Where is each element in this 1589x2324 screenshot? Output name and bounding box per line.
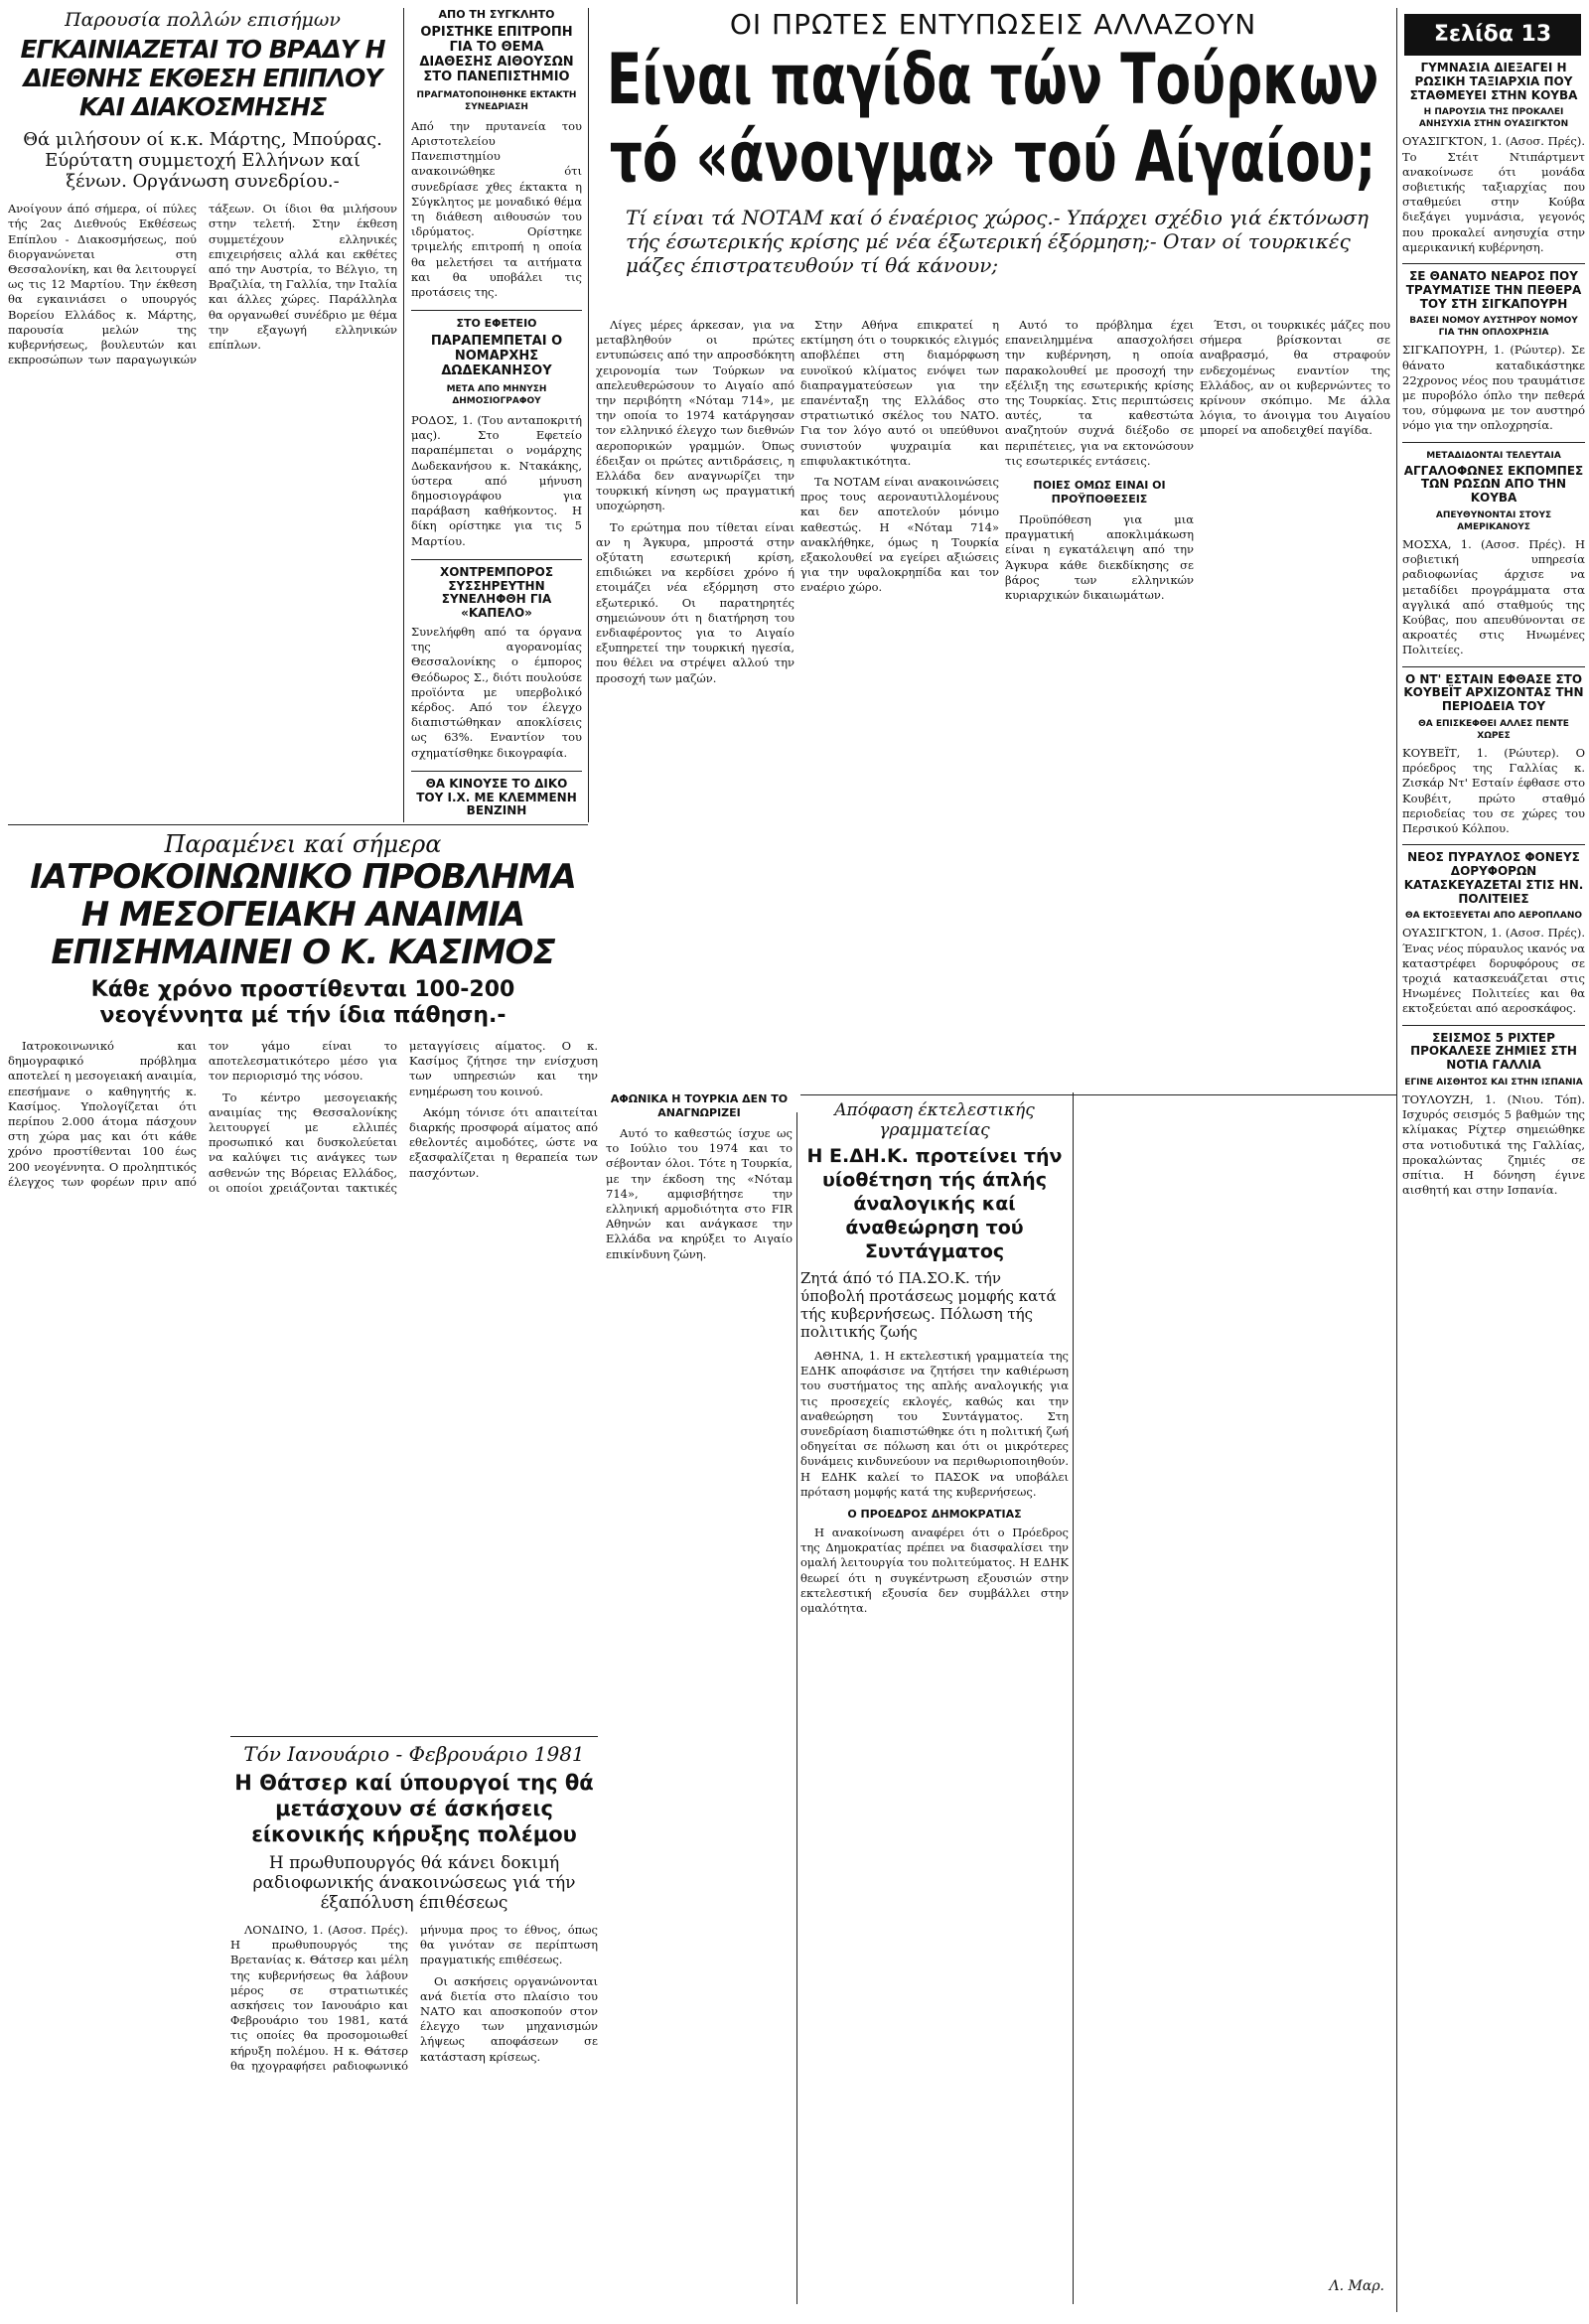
article-body: ΣΙΓΚΑΠΟΥΡΗ, 1. (Ρώυτερ). Σε θάνατο καταδικάστηκε 22χρονος νέος που τραυμάτισε με πυροβόλο όπλο την πεθερά του, σύμφωνα με τον αυστηρό νόμο για την οπλοχρησία. (1402, 343, 1585, 433)
article-headline: Η Θάτσερ καί ύπουργοί της θά μετάσχουν σέ άσκήσεις είκονικής κήρυξης πολέμου (234, 1771, 594, 1846)
expo-article (8, 8, 397, 820)
main-paragraph: Το ερώτημα που τίθεται είναι αν η Άγκυρα, μπροστά στην οξύτατη εσωτερική κρίση, επιδιώκει να κερδίσει χρόνο ή ετοιμάζει νέα εξόρμηση στο εξωτερικό. Οι παρατηρητές σημειώνουν ότι η διατήρηση του ενδιαφέροντος για το Αιγαίο εξυπηρετεί την τουρκική ηγεσία, που θέλει να στρέψει αλλού την προσοχή των μαζών. (596, 519, 794, 685)
article-headline: ΣΕΙΣΜΟΣ 5 ΡΙΧΤΕΡ ΠΡΟΚΑΛΕΣΕ ΖΗΜΙΕΣ ΣΤΗ ΝΟΤΙΑ ΓΑΛΛΙΑ (1410, 1030, 1577, 1073)
article-body (230, 1923, 598, 2074)
article-subhead: ΠΡΑΓΜΑΤΟΠΟΙΗΘΗΚΕ ΕΚΤΑΚΤΗ ΣΥΝΕΔΡΙΑΣΗ (416, 89, 577, 112)
main-lead: Τί είναι τά ΝΟΤΑΜ καί ό έναέριος χώρος.- Υπάρχει σχέδιο γιά έκτόνωση τής έσωτερικής κρίσης μέ νέα έξωτερική έξόρμηση;- Οταν οί τουρκικές μάζες έπιστρατευθούν τί θά κάνουν; (626, 206, 1370, 277)
article-subhead: ΘΑ ΕΠΙΣΚΕΦΘΕΙ ΑΛΛΕΣ ΠΕΝΤΕ ΧΩΡΕΣ (1418, 719, 1569, 742)
article-kicker: ΜΕΤΑΔΙΔΟΝΤΑΙ ΤΕΛΕΥΤΑΙΑ (1426, 450, 1561, 461)
article-headline: ΠΑΡΑΠΕΜΠΕΤΑΙ Ο ΝΟΜΑΡΧΗΣ ΔΩΔΕΚΑΝΗΣΟΥ (430, 334, 563, 379)
article-body: Ανοίγουν άπό σήμερα, οί πύλες τής 2ας Διεθνούς Εκθέσεως Επίπλου - Διακοσμήσεως, πού διοργανώνεται στη Θεσσαλονίκη, και θα λειτουργεί ως τις 12 Μαρτίου. Την έκθεση θα εγκαινιάσει ο υπουργός Βορείου Ελλάδος κ. Μάρτης, παρουσία μελών της κυβερνήσεως, βουλευτών και εκπροσώπων των παραγωγικών τάξεων. Οι ίδιοι θα μιλήσουν στην τελετή. Στην έκθεση συμμετέχουν ελληνικές επιχειρήσεις αλλά και εκθέτες από την Αυστρία, το Βέλγιο, τη Βραζιλία, τη Γαλλία, την Ιταλία και άλλες χώρες. Παράλληλα θα οργανωθεί συνέδριο με θέμα την εξαγωγή ελληνικών επίπλων. (8, 202, 397, 367)
article-subhead: Η ΠΑΡΟΥΣΙΑ ΤΗΣ ΠΡΟΚΑΛΕΙ ΑΝΗΣΥΧΙΑ ΣΤΗΝ ΟΥΑΣΙΓΚΤΟΝ (1418, 107, 1569, 130)
column-rule (1396, 8, 1397, 2312)
right-rail (1402, 62, 1585, 2316)
main-subhead: ΑΦΩΝΙΚΑ Η ΤΟΥΡΚΙΑ ΔΕΝ ΤΟ ΑΝΑΓΝΩΡΙΖΕΙ (610, 1092, 789, 1119)
section-divider (230, 1736, 598, 1737)
article-body: Από την πρυτανεία του Αριστοτελείου Πανεπιστημίου ανακοινώθηκε ότι συνεδρίασε χθες έκτακτα η Σύγκλητος με μοναδικό θέμα τη διάθεση αιθουσών του ιδρύματος. Ορίστηκε τριμελής επιτροπή η οποία θα μελετήσει τα αιτήματα και θα υποβάλει τις προτάσεις της. (411, 118, 582, 299)
war-exercise-article (230, 1742, 598, 2308)
article-body: ΟΥΑΣΙΓΚΤΟΝ, 1. (Ασοσ. Πρές). Ένας νέος πύραυλος ικανός να καταστρέφει δορυφόρους σε τροχιά κατασκευάζεται στις Ηνωμένες Πολιτείες και θα εκτοξεύεται από αεροσκάφος. (1402, 926, 1585, 1016)
article-paragraph: Ακόμη τόνισε ότι απαιτείται διαρκής προσφορά αίματος από εθελοντές αιμοδότες, ώστε να εξασφαλίζεται η θεραπεία των πασχόντων. (409, 1104, 598, 1180)
article-subhead: ΕΓΙΝΕ ΑΙΣΘΗΤΟΣ ΚΑΙ ΣΤΗΝ ΙΣΠΑΝΙΑ (1404, 1078, 1583, 1089)
main-paragraph: Τα ΝΟΤΑΜ είναι ανακοινώσεις προς τους αεροναυτιλλομένους και δεν αποτελούν μόνιμο καθεστώς. Η «Νόταμ 714» ανακλήθηκε, όμως η Τουρκία εξακολουθεί να εγείρει αξιώσεις για την υφαλοκρηπίδα και τον εναέριο χώρο. (800, 475, 999, 595)
article-headline: Ο ΝΤ' ΕΣΤΑΙΝ ΕΦΘΑΣΕ ΣΤΟ ΚΟΥΒΕΪΤ ΑΡΧΙΖΟΝΤΑΣ ΤΗΝ ΠΕΡΙΟΔΕΙΑ ΤΟΥ (1403, 671, 1584, 714)
article-headline: ΟΡΙΣΤΗΚΕ ΕΠΙΤΡΟΠΗ ΓΙΑ ΤΟ ΘΕΜΑ ΔΙΑΘΕΣΗΣ ΑΙΘΟΥΣΩΝ ΣΤΟ ΠΑΝΕΠΙΣΤΗΜΙΟ (419, 25, 574, 84)
article-paragraph: Η ανακοίνωση αναφέρει ότι ο Πρόεδρος της Δημοκρατίας πρέπει να διασφαλίσει την ομαλή λειτουργία του πολιτεύματος. Η ΕΔΗΚ θεωρεί ότι η συγκέντρωση εξουσιών στην εκτελεστική εξουσία δεν συμβάλλει στην ομαλότητα. (800, 1525, 1069, 1616)
main-headline-line2: τό «άνοιγμα» τού Αίγαίου; (609, 116, 1376, 198)
article-body (8, 1039, 598, 1714)
article-headline: ΓΥΜΝΑΣΙΑ ΔΙΕΞΑΓΕΙ Η ΡΩΣΙΚΗ ΤΑΞΙΑΡΧΙΑ ΠΟΥ ΣΤΑΘΜΕΥΕΙ ΣΤΗΝ ΚΟΥΒΑ (1409, 62, 1578, 102)
article-body (800, 1349, 1069, 1616)
page-number-label: Σελίδα 13 (1433, 22, 1552, 47)
article-subhead: ΘΑ ΕΚΤΟΞΕΥΕΤΑΙ ΑΠΟ ΑΕΡΟΠΛΑΝΟ (1404, 911, 1583, 922)
main-story-column (596, 318, 794, 1092)
article-subhead: Ο ΠΡΟΕΔΡΟΣ ΔΗΜΟΚΡΑΤΙΑΣ (847, 1508, 1022, 1522)
senate-article (411, 8, 582, 820)
article-paragraph: Ιατροκοινωνικό και δημογραφικό πρόβλημα αποτελεί η μεσογειακή αναιμία, επεσήμανε ο καθηγητής κ. Κασίμος. Υπολογίζεται ότι περίπου 2.000 άτομα πάσχουν στη χώρα μας και ότι κάθε χρόνο προστίθενται 100 έως 200 νεογέννητα. Ο προληπτικός έλεγχος των φορέων πριν από τον γάμο είναι το αποτελεσματικότερο μέσο για τον περιορισμό της νόσου. (8, 1039, 397, 1189)
main-paragraph: Έτσι, οι τουρκικές μάζες που σήμερα βρίσκονται σε αναβρασμό, θα στραφούν ενδεχομένως εναντίον της Ελλάδος, αν οι κυβερνώντες το κρίνουν σκόπιμο. Με άλλα λόγια, το άνοιγμα του Αιγαίου μπορεί να αποδειχθεί παγίδα. (1200, 318, 1390, 438)
main-paragraph: Λίγες μέρες άρκεσαν, για να μεταβληθούν οι πρώτες εντυπώσεις από την απροσδόκητη χειρονομία των Τούρκων να απελευθερώσουν το Αιγαίο από την περιβόητη «Νόταμ 714», με την οποία το 1974 κατάργησαν τον ελληνικό έλεγχο των διεθνών αεροπορικών γραμμών. Όπως έδειξαν οι πρώτες αντιδράσεις, η Ελλάδα δεν αναγνωρίζει την τουρκική κίνηση ως πραγματική υποχώρηση. (596, 318, 794, 513)
medical-headline-line2: Η ΜΕΣΟΓΕΙΑΚΗ ΑΝΑΙΜΙΑ (80, 895, 525, 935)
article-kicker: Απόφαση έκτελεστικής γραμματείας (834, 1100, 1035, 1140)
article-paragraph: Το κέντρο μεσογειακής αναιμίας της Θεσσαλονίκης λειτουργεί με ελλιπές προσωπικό και δυσκολεύεται να καλύψει τις ανάγκες των ασθενών της Βόρειας Ελλάδος, οι οποίοι χρειάζονται τακτικές μεταγγίσεις αίματος. Ο κ. Κασίμος ζήτησε την ενίσχυση των υπηρεσιών και την ενημέρωση του κοινού. (209, 1039, 598, 1195)
edhk-article (800, 1100, 1069, 2302)
main-story-column (800, 318, 999, 1092)
main-headline-line1: Είναι παγίδα τών Τούρκων (606, 39, 1379, 120)
article-deck: Ζητά άπό τό ΠΑ.ΣΟ.Κ. τήν ύποβολή προτάσεως μομφής κατά τής κυβερνήσεως. Πόλωση τής πολιτικής ζωής (800, 1269, 1057, 1341)
article-subhead: ΜΕΤΑ ΑΠΟ ΜΗΝΥΣΗ ΔΗΜΟΣΙΟΓΡΑΦΟΥ (446, 384, 547, 406)
article-subhead: ΑΠΕΥΘΥΝΟΝΤΑΙ ΣΤΟΥΣ ΑΜΕΡΙΚΑΝΟΥΣ (1435, 510, 1552, 533)
article-headline: ΝΕΟΣ ΠΥΡΑΥΛΟΣ ΦΟΝΕΥΣ ΔΟΡΥΦΟΡΩΝ ΚΑΤΑΣΚΕΥΑΖΕΤΑΙ ΣΤΙΣ ΗΝ. ΠΟΛΙΤΕΙΕΣ (1403, 850, 1584, 906)
article-kicker: Τόν Ιανουάριο - Φεβρουάριο 1981 (243, 1742, 585, 1766)
article-headline: ΘΑ ΚΙΝΟΥΣΕ ΤΟ ΔΙΚΟ ΤΟΥ Ι.Χ. ΜΕ ΚΛΕΜΜΕΝΗ ΒΕΝΖΙΝΗ (416, 776, 577, 818)
article-headline: ΑΓΓΑΛΟΦΩΝΕΣ ΕΚΠΟΜΠΕΣ ΤΩΝ ΡΩΣΩΝ ΑΠΟ ΤΗΝ ΚΟΥΒΑ (1403, 463, 1584, 506)
column-rule (1073, 1092, 1074, 2304)
main-story-column (1005, 318, 1194, 1092)
main-paragraph: Αυτό το καθεστώς ίσχυε ως το Ιούλιο του 1974 και το σέβονταν όλοι. Τότε η Τουρκία, με την έκδοση της «Νόταμ 714», αμφισβήτησε την ελληνική αρμοδιότητα στο FIR Αθηνών και ανάγκασε την Ελλάδα να κηρύξει το Αιγαίο επικίνδυνη ζώνη. (606, 1126, 793, 1261)
main-paragraph: Στην Αθήνα επικρατεί η εκτίμηση ότι ο τουρκικός ελιγμός αποβλέπει στη διαμόρφωση ευνοϊκού κλίματος ενόψει των διαπραγματεύσεων για την επανένταξη της Ελλάδος στο στρατιωτικό σκέλος του ΝΑΤΟ. Για τον λόγο αυτό οι υπεύθυνοι συνιστούν ψυχραιμία και επιφυλακτικότητα. (800, 318, 999, 468)
article-paragraph: Οι ασκήσεις οργανώνονται ανά διετία στο πλαίσιο του ΝΑΤΟ και αποσκοπούν στον έλεγχο των μηχανισμών λήψεως αποφάσεων σε κατάσταση κρίσεως. (420, 1973, 598, 2064)
main-paragraph: Αυτό το πρόβλημα έχει επανειλημμένα απασχολήσει την κυβέρνηση, η οποία παρακολουθεί με προσοχή την εξέλιξη της εσωτερικής κρίσης της Τουρκίας. Στις περιπτώσεις αυτές, τα καθεστώτα αναζητούν συχνά διέξοδο σε περιπέτειες, για να εκτονώσουν τις εσωτερικές εντάσεις. (1005, 318, 1194, 468)
article-body: ΡΟΔΟΣ, 1. (Του ανταποκριτή μας). Στο Εφετείο παραπέμπεται ο νομάρχης Δωδεκανήσου κ. Ντακάκης, ύστερα από μήνυση δημοσιογράφου για παράβαση καθήκοντος. Η δίκη ορίστηκε για τις 5 Μαρτίου. (411, 413, 582, 548)
article-paragraph: ΑΘΗΝΑ, 1. Η εκτελεστική γραμματεία της ΕΔΗΚ αποφάσισε να ζητήσει την καθιέρωση του συστήματος της απλής αναλογικής για τις προσεχείς εκλογές, καθώς και την αναθεώρηση του Συντάγματος. Στη συνεδρίαση διαπιστώθηκε ότι η πολιτική ζωή οδηγείται σε πόλωση και ότι οι μικρότερες δυνάμεις κινδυνεύουν να περιθωριοποιηθούν. Η ΕΔΗΚ καλεί το ΠΑΣΟΚ να υποβάλει πρόταση μομφής κατά της κυβερνήσεως. (800, 1349, 1069, 1499)
main-kicker: ΟΙ ΠΡΩΤΕΣ ΕΝΤΥΠΩΣΕΙΣ ΑΛΛΑΖΟΥΝ (729, 8, 1257, 41)
article-body: ΚΟΥΒΕΪΤ, 1. (Ρώυτερ). Ο πρόεδρος της Γαλλίας κ. Ζισκάρ Ντ' Εσταίν έφθασε στο Κουβέιτ, πρώτο σταθμό περιοδείας του σε χώρες του Περσικού Κόλπου. (1402, 746, 1585, 836)
article-headline: ΧΟΝΤΡΕΜΠΟΡΟΣ ΣΥΣΣΗΡΕΥΤΗΝ ΣΥΝΕΛΗΦΘΗ ΓΙΑ «ΚΑΠΕΛΟ» (439, 564, 554, 621)
article-kicker: ΑΠΟ ΤΗ ΣΥΓΚΛΗΤΟ (438, 8, 555, 21)
article-deck: Θά μιλήσουν οί κ.κ. Μάρτης, Μπούρας. Εύρύτατη συμμετοχή Ελλήνων καί ξένων. Οργάνωση συνεδρίου.- (23, 129, 382, 193)
column-rule (403, 8, 404, 822)
main-story-continuation (606, 1092, 793, 2304)
main-story-continuation (1079, 1321, 1390, 2304)
page-number-badge (1404, 14, 1581, 56)
article-kicker: ΣΤΟ ΕΦΕΤΕΙΟ (456, 317, 537, 331)
article-headline: Η Ε.ΔΗ.Κ. προτείνει τήν υίοθέτηση τής άπλής άναλογικής καί άναθεώρηση τού Συντάγματος (806, 1145, 1063, 1262)
medical-headline-line1: ΙΑΤΡΟΚΟΙΝΩΝΙΚΟ ΠΡΟΒΛΗΜΑ (30, 857, 576, 897)
article-body: Συνελήφθη από τα όργανα της αγορανομίας Θεσσαλονίκης ο έμπορος Θεόδωρος Σ., διότι πουλούσε προϊόντα με υπερβολικό κέρδος. Από τον έλεγχο διαπιστώθηκαν αποκλίσεις ως 63%. Εναντίον του σχηματίσθηκε δικογραφία. (411, 625, 582, 760)
article-kicker: Παρουσία πολλών επισήμων (65, 9, 341, 31)
article-headline: ΕΓΚΑΙΝΙΑΖΕΤΑΙ ΤΟ ΒΡΑΔΥ Η ΔΙΕΘΝΗΣ ΕΚΘΕΣΗ ΕΠΙΠΛΟΥ ΚΑΙ ΔΙΑΚΟΣΜΗΣΗΣ (20, 35, 385, 121)
article-deck: Κάθε χρόνο προστίθενται 100-200 νεογέννητα μέ τήν ίδια πάθηση.- (90, 977, 515, 1028)
column-rule (588, 8, 589, 822)
article-body: ΟΥΑΣΙΓΚΤΟΝ, 1. (Ασοσ. Πρές). Το Στέιτ Ντιπάρτμεντ ανακοίνωσε ότι μονάδα σοβιετικής ταξιαρχίας που σταθμεύει στην Κούβα διεξάγει γυμνάσια, γεγονός που προκαλεί ανησυχία στην αμερικανική κυβέρνηση. (1402, 134, 1585, 254)
column-rule (796, 1112, 797, 2304)
article-subhead: ΒΑΣΕΙ ΝΟΜΟΥ ΑΥΣΤΗΡΟΥ ΝΟΜΟΥ ΓΙΑ ΤΗΝ ΟΠΛΟΧΡΗΣΙΑ (1409, 316, 1578, 339)
article-paragraph: ΛΟΝΔΙΝΟ, 1. (Ασοσ. Πρές). Η πρωθυπουργός της Βρετανίας κ. Θάτσερ και μέλη της κυβερνήσεως θα λάβουν μέρος σε στρατιωτικές ασκήσεις τον Ιανουάριο και Φεβρουάριο του 1981, κατά τις οποίες θα προσομοιωθεί κήρυξη πολέμου. Η κ. Θάτσερ θα ηχογραφήσει ραδιοφωνικό μήνυμα προς το έθνος, όπως θα γινόταν σε περίπτωση πραγματικής επιθέσεως. (230, 1923, 598, 2073)
article-body: ΜΟΣΧΑ, 1. (Ασοσ. Πρές). Η σοβιετική υπηρεσία ραδιοφωνίας άρχισε να μεταδίδει προγράμματα στα αγγλικά από σταθμούς της Κούβας, που απευθύνονται σε ακροατές στις Ηνωμένες Πολιτείες. (1402, 537, 1585, 657)
main-story-column (1200, 318, 1390, 1311)
article-deck: Η πρωθυπουργός θά κάνει δοκιμή ραδιοφωνικής άνακοινώσεως γιά τήν έξαπόλυση έπιθέσεως (252, 1853, 576, 1913)
main-signature: Λ. Μαρ. (1329, 2277, 1384, 2294)
article-body: ΤΟΥΛΟΥΖΗ, 1. (Νιου. Τόπ). Ισχυρός σεισμός 5 βαθμών της κλίμακας Ρίχτερ σημειώθηκε στα νοτιοδυτικά της Γαλλίας, προκαλώντας ζημιές σε σπίτια. Η δόνηση έγινε αισθητή και στην Ισπανία. (1402, 1092, 1585, 1198)
article-headline: ΣΕ ΘΑΝΑΤΟ ΝΕΑΡΟΣ ΠΟΥ ΤΡΑΥΜΑΤΙΣΕ ΤΗΝ ΠΕΘΕΡΑ ΤΟΥ ΣΤΗ ΣΙΓΚΑΠΟΥΡΗ (1405, 269, 1582, 311)
medical-article (8, 830, 598, 1724)
section-divider (8, 824, 588, 825)
medical-headline-line3: ΕΠΙΣΗΜΑΙΝΕΙ Ο Κ. ΚΑΣΙΜΟΣ (51, 933, 555, 972)
main-story-header (596, 8, 1390, 316)
main-subhead: ΠΟΙΕΣ ΟΜΩΣ ΕΙΝΑΙ ΟΙ ΠΡΟΫΠΟΘΕΣΕΙΣ (1033, 479, 1166, 507)
article-kicker: Παραμένει καί σήμερα (164, 830, 442, 858)
main-paragraph: Προϋπόθεση για μια πραγματική αποκλιμάκωση είναι η εγκατάλειψη από την Άγκυρα κάθε διεκδίκησης σε βάρος των ελληνικών κυριαρχικών δικαιωμάτων. (1005, 512, 1194, 603)
